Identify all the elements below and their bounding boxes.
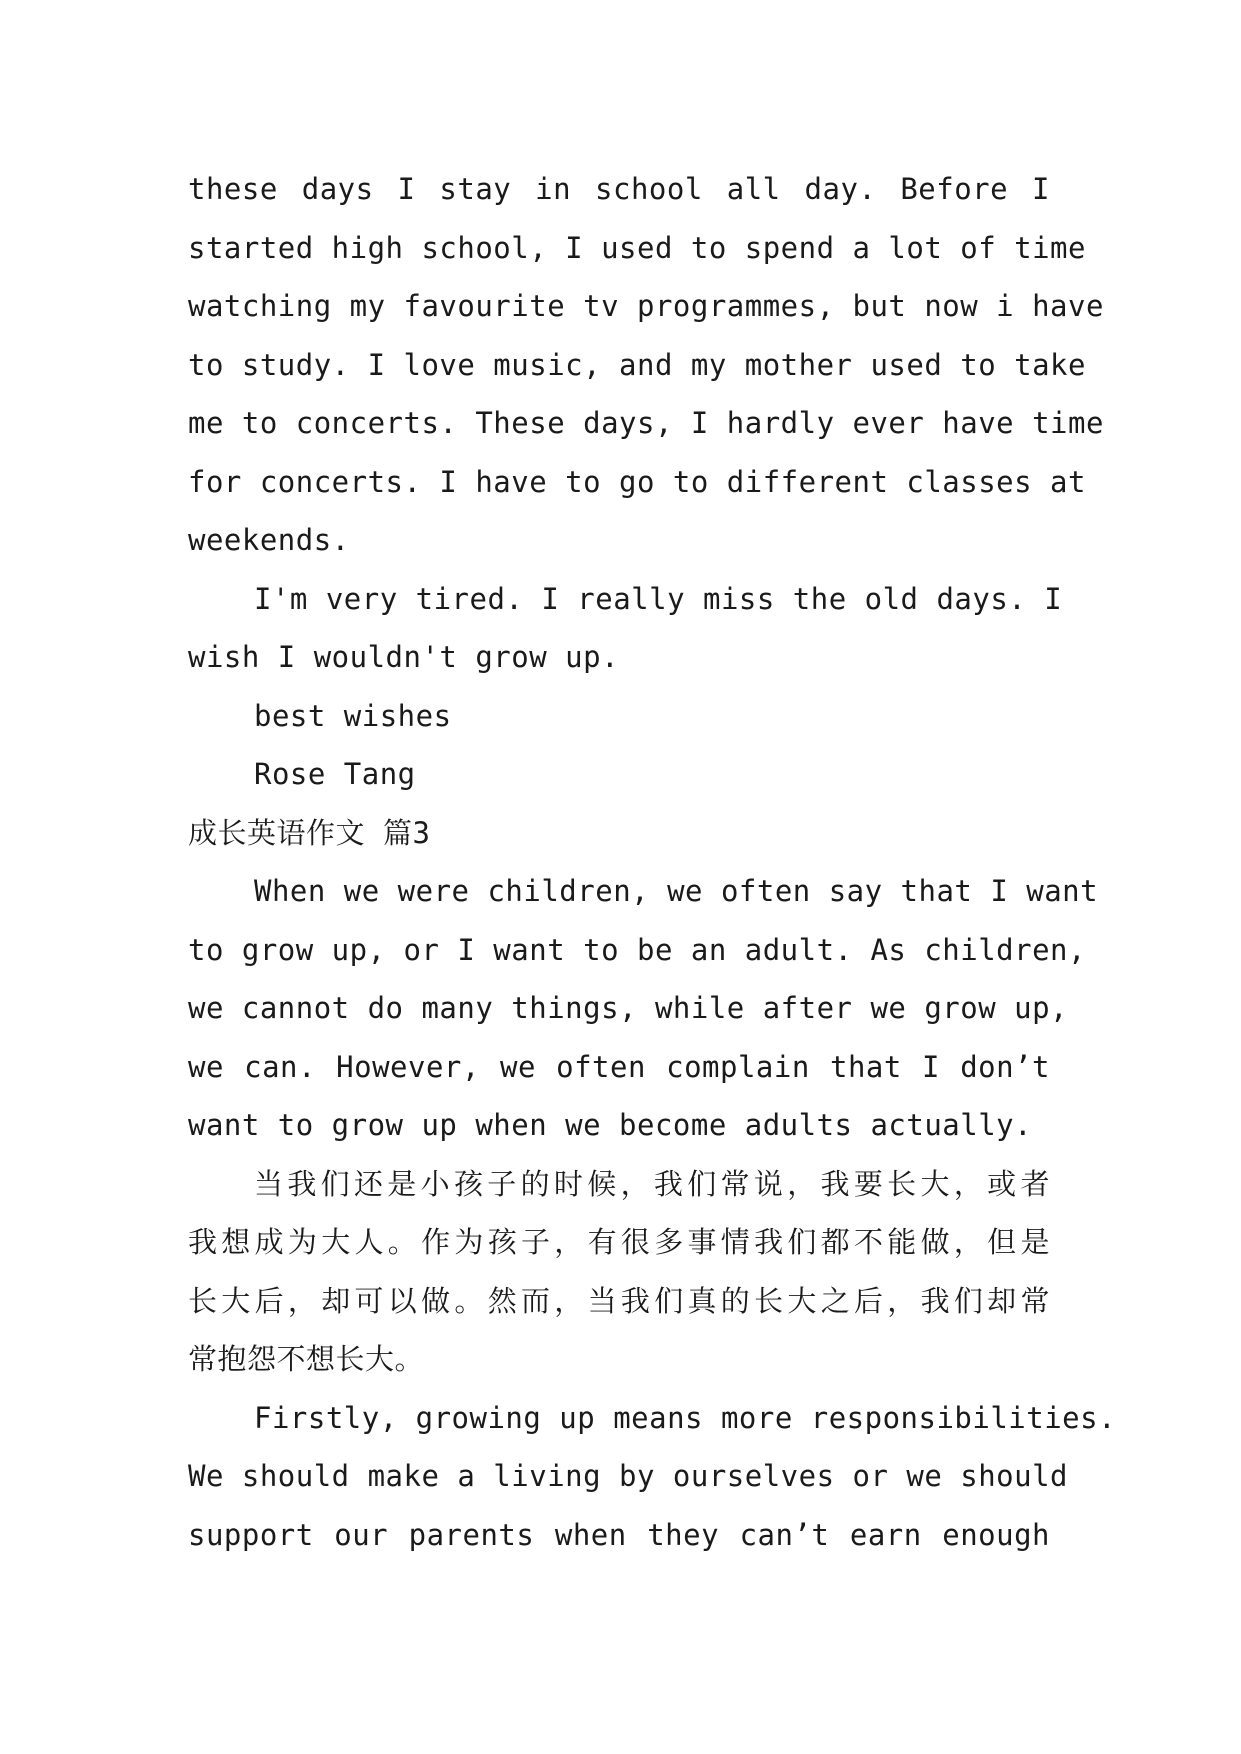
text-line: we cannot do many things, while after we grow up, [188, 991, 1069, 1025]
paragraph-4 [188, 1155, 1050, 1389]
text-line: want to grow up when we become adults actually. [188, 1108, 1033, 1142]
text-line: weekends. [188, 523, 350, 557]
signature-line: Rose Tang [254, 757, 416, 791]
text-line: these days I stay in school all day. Before I [188, 172, 1050, 206]
text-line: me to concerts. These days, I hardly ever have time [188, 406, 1104, 440]
text-line: watching my favourite tv programmes, but now i have [188, 289, 1104, 323]
text-line: we can. However, we often complain that I don’t [188, 1049, 1050, 1084]
text-line: I'm very tired. I really miss the old days. I [254, 581, 1063, 616]
text-line: 长大后，却可以做。然而，当我们真的长大之后，我们却常 [188, 1283, 1050, 1318]
text-line: 当我们还是小孩子的时候，我们常说，我要长大，或者 [254, 1166, 1050, 1201]
text-line: We should make a living by ourselves or we should [188, 1459, 1069, 1493]
text-line: to study. I love music, and my mother used to take [188, 347, 1086, 382]
paragraph-1 [188, 160, 1104, 570]
text-line: When we were children, we often say that I want [254, 874, 1099, 908]
text-line: wish I wouldn't grow up. [188, 640, 620, 674]
closing-line: best wishes [254, 698, 452, 733]
section-heading: 成长英语作文 篇3 [188, 815, 431, 850]
paragraph-5 [188, 1389, 1117, 1565]
text-line: to grow up, or I want to be an adult. As children, [188, 932, 1086, 967]
text-line: started high school, I used to spend a lot of time [188, 230, 1086, 265]
text-line: 常抱怨不想长大。 [188, 1342, 425, 1376]
text-line: for concerts. I have to go to different classes at [188, 464, 1086, 499]
paragraph-2 [188, 570, 1063, 687]
text-line: support our parents when they can’t earn enough [188, 1517, 1050, 1552]
document-page [188, 160, 1117, 1564]
paragraph-3 [188, 862, 1099, 1155]
text-line: 我想成为大人。作为孩子，有很多事情我们都不能做，但是 [188, 1225, 1050, 1259]
text-line: Firstly, growing up means more responsibilities. [254, 1400, 1117, 1435]
